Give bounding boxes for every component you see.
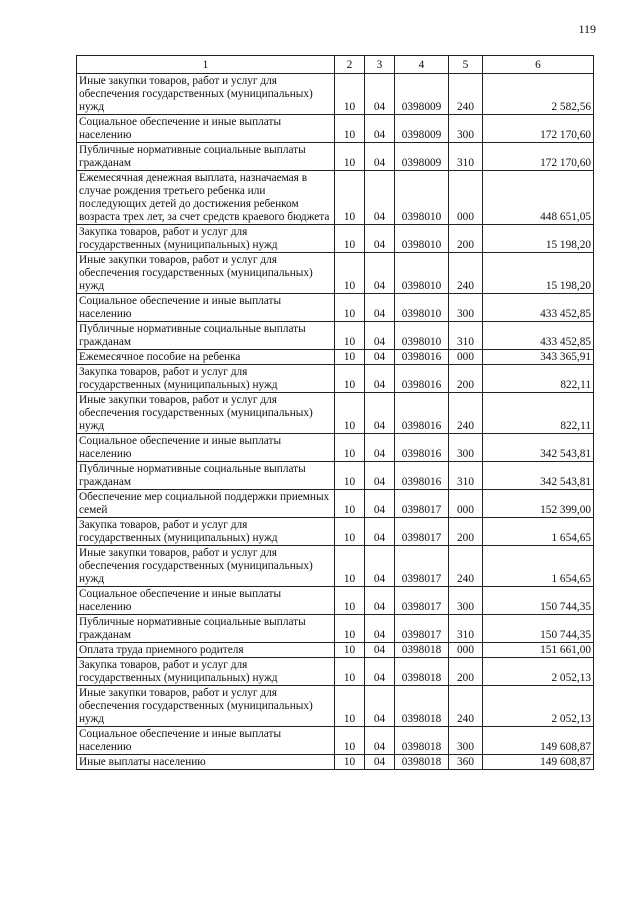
- row-section: 10: [335, 253, 365, 294]
- row-expense-type: 200: [449, 518, 483, 546]
- table-row: [77, 115, 594, 143]
- row-name: Оплата труда приемного родителя: [77, 643, 335, 658]
- row-section: 10: [335, 462, 365, 490]
- row-expense-type: 310: [449, 322, 483, 350]
- row-target-article: 0398017: [395, 615, 449, 643]
- row-amount: 15 198,20: [483, 253, 594, 294]
- table-row: [77, 615, 594, 643]
- row-subsection: 04: [365, 615, 395, 643]
- row-section: 10: [335, 294, 365, 322]
- table-row: [77, 490, 594, 518]
- header-cell-subsection: 3: [365, 56, 395, 74]
- row-amount: 448 651,05: [483, 171, 594, 225]
- row-amount: 149 608,87: [483, 755, 594, 770]
- row-subsection: 04: [365, 643, 395, 658]
- row-name: Социальное обеспечение и иные выплаты населению: [77, 115, 335, 143]
- table-row: [77, 393, 594, 434]
- row-name: Закупка товаров, работ и услуг для государственных (муниципальных) нужд: [77, 225, 335, 253]
- row-section: 10: [335, 643, 365, 658]
- row-expense-type: 300: [449, 115, 483, 143]
- row-name: Обеспечение мер социальной поддержки приемных семей: [77, 490, 335, 518]
- row-target-article: 0398018: [395, 755, 449, 770]
- row-section: 10: [335, 686, 365, 727]
- row-expense-type: 300: [449, 727, 483, 755]
- row-name: Ежемесячное пособие на ребенка: [77, 350, 335, 365]
- row-expense-type: 200: [449, 225, 483, 253]
- table-row: [77, 462, 594, 490]
- header-row: [77, 56, 594, 74]
- row-target-article: 0398010: [395, 322, 449, 350]
- row-amount: 1 654,65: [483, 518, 594, 546]
- row-name: Публичные нормативные социальные выплаты гражданам: [77, 615, 335, 643]
- row-section: 10: [335, 615, 365, 643]
- table-row: [77, 643, 594, 658]
- row-section: 10: [335, 587, 365, 615]
- row-expense-type: 300: [449, 294, 483, 322]
- row-target-article: 0398016: [395, 434, 449, 462]
- row-name: Публичные нормативные социальные выплаты гражданам: [77, 462, 335, 490]
- row-name: Иные закупки товаров, работ и услуг для обеспечения государственных (муниципальных) нужд: [77, 546, 335, 587]
- table-row: [77, 434, 594, 462]
- row-subsection: 04: [365, 490, 395, 518]
- row-section: 10: [335, 350, 365, 365]
- row-amount: 152 399,00: [483, 490, 594, 518]
- row-section: 10: [335, 518, 365, 546]
- table-row: [77, 727, 594, 755]
- row-name: Закупка товаров, работ и услуг для государственных (муниципальных) нужд: [77, 518, 335, 546]
- row-expense-type: 240: [449, 393, 483, 434]
- row-amount: 2 052,13: [483, 658, 594, 686]
- row-subsection: 04: [365, 253, 395, 294]
- row-amount: 342 543,81: [483, 434, 594, 462]
- row-expense-type: 310: [449, 615, 483, 643]
- row-name: Закупка товаров, работ и услуг для государственных (муниципальных) нужд: [77, 365, 335, 393]
- header-cell-amount: 6: [483, 56, 594, 74]
- row-amount: 172 170,60: [483, 143, 594, 171]
- row-name: Иные закупки товаров, работ и услуг для обеспечения государственных (муниципальных) нужд: [77, 74, 335, 115]
- table-row: [77, 658, 594, 686]
- row-amount: 150 744,35: [483, 615, 594, 643]
- row-name: Иные закупки товаров, работ и услуг для обеспечения государственных (муниципальных) нужд: [77, 686, 335, 727]
- row-expense-type: 200: [449, 658, 483, 686]
- row-target-article: 0398017: [395, 546, 449, 587]
- table-row: [77, 350, 594, 365]
- row-expense-type: 310: [449, 462, 483, 490]
- row-subsection: 04: [365, 365, 395, 393]
- page-number: 119: [578, 22, 596, 36]
- table-body: [77, 74, 594, 770]
- row-section: 10: [335, 727, 365, 755]
- row-section: 10: [335, 490, 365, 518]
- row-target-article: 0398018: [395, 727, 449, 755]
- row-section: 10: [335, 658, 365, 686]
- row-subsection: 04: [365, 225, 395, 253]
- row-amount: 2 052,13: [483, 686, 594, 727]
- row-name: Социальное обеспечение и иные выплаты населению: [77, 727, 335, 755]
- row-amount: 822,11: [483, 393, 594, 434]
- row-subsection: 04: [365, 115, 395, 143]
- row-expense-type: 000: [449, 643, 483, 658]
- row-expense-type: 310: [449, 143, 483, 171]
- row-expense-type: 240: [449, 546, 483, 587]
- row-subsection: 04: [365, 587, 395, 615]
- row-amount: 1 654,65: [483, 546, 594, 587]
- row-target-article: 0398018: [395, 658, 449, 686]
- table-row: [77, 686, 594, 727]
- row-section: 10: [335, 115, 365, 143]
- table-row: [77, 253, 594, 294]
- row-subsection: 04: [365, 727, 395, 755]
- row-name: Социальное обеспечение и иные выплаты населению: [77, 294, 335, 322]
- row-subsection: 04: [365, 755, 395, 770]
- row-subsection: 04: [365, 434, 395, 462]
- row-expense-type: 000: [449, 350, 483, 365]
- row-name: Публичные нормативные социальные выплаты гражданам: [77, 322, 335, 350]
- row-amount: 172 170,60: [483, 115, 594, 143]
- row-target-article: 0398016: [395, 365, 449, 393]
- table-row: [77, 518, 594, 546]
- header-cell-name: 1: [77, 56, 335, 74]
- row-amount: 15 198,20: [483, 225, 594, 253]
- header-cell-target-article: 4: [395, 56, 449, 74]
- table-row: [77, 143, 594, 171]
- row-target-article: 0398010: [395, 225, 449, 253]
- row-target-article: 0398010: [395, 253, 449, 294]
- header-cell-expense-type: 5: [449, 56, 483, 74]
- row-amount: 342 543,81: [483, 462, 594, 490]
- row-subsection: 04: [365, 74, 395, 115]
- table-row: [77, 294, 594, 322]
- row-section: 10: [335, 225, 365, 253]
- row-expense-type: 300: [449, 587, 483, 615]
- row-subsection: 04: [365, 322, 395, 350]
- row-section: 10: [335, 546, 365, 587]
- row-section: 10: [335, 434, 365, 462]
- row-amount: 433 452,85: [483, 322, 594, 350]
- row-subsection: 04: [365, 143, 395, 171]
- table-row: [77, 587, 594, 615]
- row-target-article: 0398009: [395, 115, 449, 143]
- row-name: Публичные нормативные социальные выплаты гражданам: [77, 143, 335, 171]
- row-expense-type: 000: [449, 171, 483, 225]
- row-subsection: 04: [365, 686, 395, 727]
- row-name: Закупка товаров, работ и услуг для государственных (муниципальных) нужд: [77, 658, 335, 686]
- row-amount: 151 661,00: [483, 643, 594, 658]
- row-section: 10: [335, 365, 365, 393]
- row-expense-type: 360: [449, 755, 483, 770]
- row-section: 10: [335, 143, 365, 171]
- row-name: Иные закупки товаров, работ и услуг для обеспечения государственных (муниципальных) нужд: [77, 393, 335, 434]
- row-name: Социальное обеспечение и иные выплаты населению: [77, 587, 335, 615]
- row-amount: 149 608,87: [483, 727, 594, 755]
- table-row: [77, 74, 594, 115]
- table-row: [77, 365, 594, 393]
- row-section: 10: [335, 393, 365, 434]
- row-amount: 2 582,56: [483, 74, 594, 115]
- row-target-article: 0398017: [395, 587, 449, 615]
- row-amount: 822,11: [483, 365, 594, 393]
- table-row: [77, 755, 594, 770]
- row-section: 10: [335, 171, 365, 225]
- row-subsection: 04: [365, 393, 395, 434]
- row-amount: 433 452,85: [483, 294, 594, 322]
- row-target-article: 0398016: [395, 350, 449, 365]
- row-target-article: 0398016: [395, 393, 449, 434]
- row-expense-type: 000: [449, 490, 483, 518]
- row-target-article: 0398016: [395, 462, 449, 490]
- row-target-article: 0398017: [395, 518, 449, 546]
- row-target-article: 0398010: [395, 294, 449, 322]
- row-expense-type: 240: [449, 253, 483, 294]
- row-target-article: 0398018: [395, 643, 449, 658]
- row-target-article: 0398017: [395, 490, 449, 518]
- row-subsection: 04: [365, 294, 395, 322]
- row-name: Социальное обеспечение и иные выплаты населению: [77, 434, 335, 462]
- row-amount: 343 365,91: [483, 350, 594, 365]
- row-name: Ежемесячная денежная выплата, назначаемая в случае рождения третьего ребенка или последующих детей до достижения ребенком возраста трех лет, за счет средств краевого бюджета: [77, 171, 335, 225]
- row-expense-type: 240: [449, 686, 483, 727]
- row-section: 10: [335, 74, 365, 115]
- row-section: 10: [335, 322, 365, 350]
- row-subsection: 04: [365, 546, 395, 587]
- table-row: [77, 225, 594, 253]
- row-subsection: 04: [365, 658, 395, 686]
- row-expense-type: 240: [449, 74, 483, 115]
- row-target-article: 0398009: [395, 143, 449, 171]
- row-target-article: 0398009: [395, 74, 449, 115]
- header-cell-section: 2: [335, 56, 365, 74]
- row-subsection: 04: [365, 462, 395, 490]
- table-row: [77, 171, 594, 225]
- row-amount: 150 744,35: [483, 587, 594, 615]
- row-name: Иные закупки товаров, работ и услуг для обеспечения государственных (муниципальных) нужд: [77, 253, 335, 294]
- row-target-article: 0398010: [395, 171, 449, 225]
- row-target-article: 0398018: [395, 686, 449, 727]
- row-expense-type: 300: [449, 434, 483, 462]
- row-expense-type: 200: [449, 365, 483, 393]
- row-name: Иные выплаты населению: [77, 755, 335, 770]
- row-subsection: 04: [365, 518, 395, 546]
- table-row: [77, 322, 594, 350]
- row-subsection: 04: [365, 171, 395, 225]
- row-subsection: 04: [365, 350, 395, 365]
- table-row: [77, 546, 594, 587]
- row-section: 10: [335, 755, 365, 770]
- budget-table: [76, 55, 594, 770]
